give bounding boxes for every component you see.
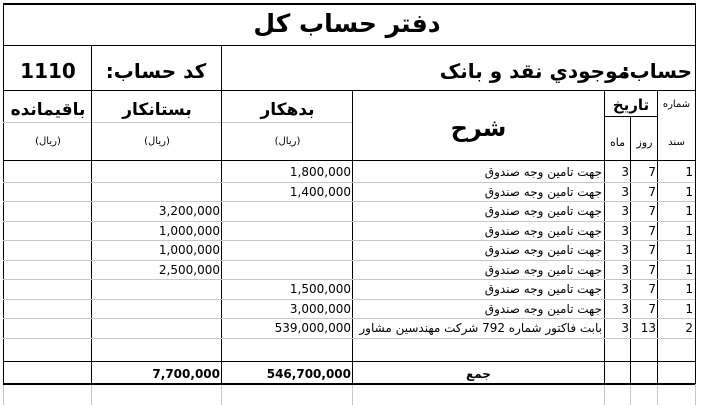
cell-debit xyxy=(222,202,351,221)
cell-month: 3 xyxy=(621,184,629,199)
cell-month: 3 xyxy=(621,301,629,316)
grid-line xyxy=(3,338,695,339)
cell-doc-number: 2 xyxy=(685,321,693,335)
header-day: روز xyxy=(636,136,653,149)
grid-line xyxy=(221,90,222,384)
cell-description: جهت تامین وجه صندوق xyxy=(484,204,602,218)
account-label: حساب: xyxy=(621,59,692,83)
frame-top xyxy=(3,3,695,5)
cell-balance xyxy=(4,241,90,260)
cell-credit xyxy=(92,300,220,319)
cell-balance xyxy=(4,183,90,202)
header-debit: بدهکار xyxy=(260,100,315,120)
cell-debit xyxy=(222,241,351,260)
grid-line xyxy=(630,384,631,405)
grid-line xyxy=(3,318,695,319)
account-code-label: کد حساب: xyxy=(105,59,207,83)
title-bottom xyxy=(3,45,695,46)
grid-line xyxy=(3,299,695,300)
cell-credit: 2,500,000 xyxy=(158,262,220,277)
cell-day: 7 xyxy=(648,243,656,257)
ledger-title: دفتر حساب کل xyxy=(253,9,441,38)
grid-line xyxy=(695,384,696,405)
cell-balance xyxy=(4,319,90,338)
frame-left xyxy=(3,3,4,384)
grid-line xyxy=(3,279,695,280)
cell-balance xyxy=(4,163,90,182)
cell-credit xyxy=(92,163,220,182)
account-code-value: 1110 xyxy=(20,59,76,83)
unit-debit: (ریال) xyxy=(274,136,301,147)
cell-debit: 1,400,000 xyxy=(289,184,351,199)
cell-day: 7 xyxy=(648,184,656,199)
cell-balance xyxy=(4,261,90,280)
cell-balance xyxy=(4,300,90,319)
header-date: تاریخ xyxy=(612,96,650,114)
account-row-bottom xyxy=(3,90,695,91)
grid-line xyxy=(3,384,4,405)
totals-debit: 546,700,000 xyxy=(266,367,351,381)
cell-credit xyxy=(92,319,220,338)
cell-day: 7 xyxy=(648,262,656,277)
cell-credit xyxy=(92,280,220,299)
cell-month: 3 xyxy=(621,321,629,335)
cell-month: 3 xyxy=(621,223,629,238)
cell-debit xyxy=(222,222,351,241)
unit-balance: (ریال) xyxy=(35,136,61,147)
cell-balance xyxy=(4,222,90,241)
cell-balance xyxy=(4,202,90,221)
header-balance: باقیمانده xyxy=(10,100,86,120)
cell-month: 3 xyxy=(621,262,629,277)
totals-bottom xyxy=(3,383,695,385)
grid-line xyxy=(604,384,605,405)
grid-line xyxy=(630,116,631,384)
cell-description: جهت تامین وجه صندوق xyxy=(484,262,602,277)
cell-description: جهت تامین وجه صندوق xyxy=(484,282,602,296)
header-credit: بستانکار xyxy=(122,100,192,120)
cell-doc-number: 1 xyxy=(685,165,693,179)
cell-debit: 1,500,000 xyxy=(289,282,351,296)
date-header-bottom xyxy=(604,116,658,117)
cell-debit xyxy=(222,261,351,280)
cell-doc-number: 1 xyxy=(685,262,693,277)
cell-debit: 1,800,000 xyxy=(289,165,351,179)
cell-balance xyxy=(4,280,90,299)
cell-day: 7 xyxy=(648,223,656,238)
grid-line xyxy=(3,260,695,261)
cell-description: جهت تامین وجه صندوق xyxy=(484,301,602,316)
cell-credit xyxy=(92,183,220,202)
cell-debit: 3,000,000 xyxy=(289,301,351,316)
cell-description: جهت تامین وجه صندوق xyxy=(484,165,602,179)
grid-line xyxy=(221,45,222,90)
cell-credit: 1,000,000 xyxy=(158,243,220,257)
cell-month: 3 xyxy=(621,243,629,257)
cell-day: 7 xyxy=(648,301,656,316)
cell-credit: 3,200,000 xyxy=(158,204,220,218)
cell-doc-number: 1 xyxy=(685,301,693,316)
cell-day: 7 xyxy=(648,282,656,296)
cell-day: 13 xyxy=(640,321,656,335)
header-month: ماه xyxy=(609,136,625,149)
cell-description: جهت تامین وجه صندوق xyxy=(484,243,602,257)
cell-doc-number: 1 xyxy=(685,282,693,296)
grid-line xyxy=(3,221,695,222)
grid-line xyxy=(3,122,353,123)
account-name: موجودي نقد و بانک xyxy=(439,59,630,83)
totals-balance xyxy=(4,364,90,384)
cell-doc-number: 1 xyxy=(685,184,693,199)
cell-day: 7 xyxy=(648,204,656,218)
cell-doc-number: 1 xyxy=(685,204,693,218)
grid-line xyxy=(91,90,92,384)
frame-right xyxy=(695,3,696,384)
totals-label: جمع xyxy=(466,367,491,381)
cell-credit: 1,000,000 xyxy=(158,223,220,238)
cell-description: بابت فاکتور شماره 792 شرکت مهندسین مشاور xyxy=(359,321,602,335)
unit-credit: (ریال) xyxy=(144,136,170,147)
totals-credit: 7,700,000 xyxy=(152,367,220,381)
grid-line xyxy=(352,90,353,384)
header-doc-label: سند xyxy=(668,137,685,148)
grid-line xyxy=(221,384,222,405)
grid-line xyxy=(3,182,695,183)
cell-description: جهت تامین وجه صندوق xyxy=(484,184,602,199)
cell-month: 3 xyxy=(621,165,629,179)
grid-line xyxy=(91,384,92,405)
grid-line xyxy=(604,90,605,384)
cell-doc-number: 1 xyxy=(685,223,693,238)
grid-line xyxy=(657,90,658,384)
cell-month: 3 xyxy=(621,282,629,296)
grid-line xyxy=(352,384,353,405)
totals-top xyxy=(3,361,695,362)
cell-description: جهت تامین وجه صندوق xyxy=(484,223,602,238)
grid-line xyxy=(657,384,658,405)
cell-month: 3 xyxy=(621,204,629,218)
header-bottom xyxy=(3,160,695,161)
cell-day: 7 xyxy=(648,165,656,179)
grid-line xyxy=(3,240,695,241)
grid-line xyxy=(91,45,92,90)
cell-debit: 539,000,000 xyxy=(274,321,351,335)
header-doc-number: شماره xyxy=(662,99,691,110)
grid-line xyxy=(3,201,695,202)
header-description: شرح xyxy=(450,114,507,142)
cell-doc-number: 1 xyxy=(685,243,693,257)
